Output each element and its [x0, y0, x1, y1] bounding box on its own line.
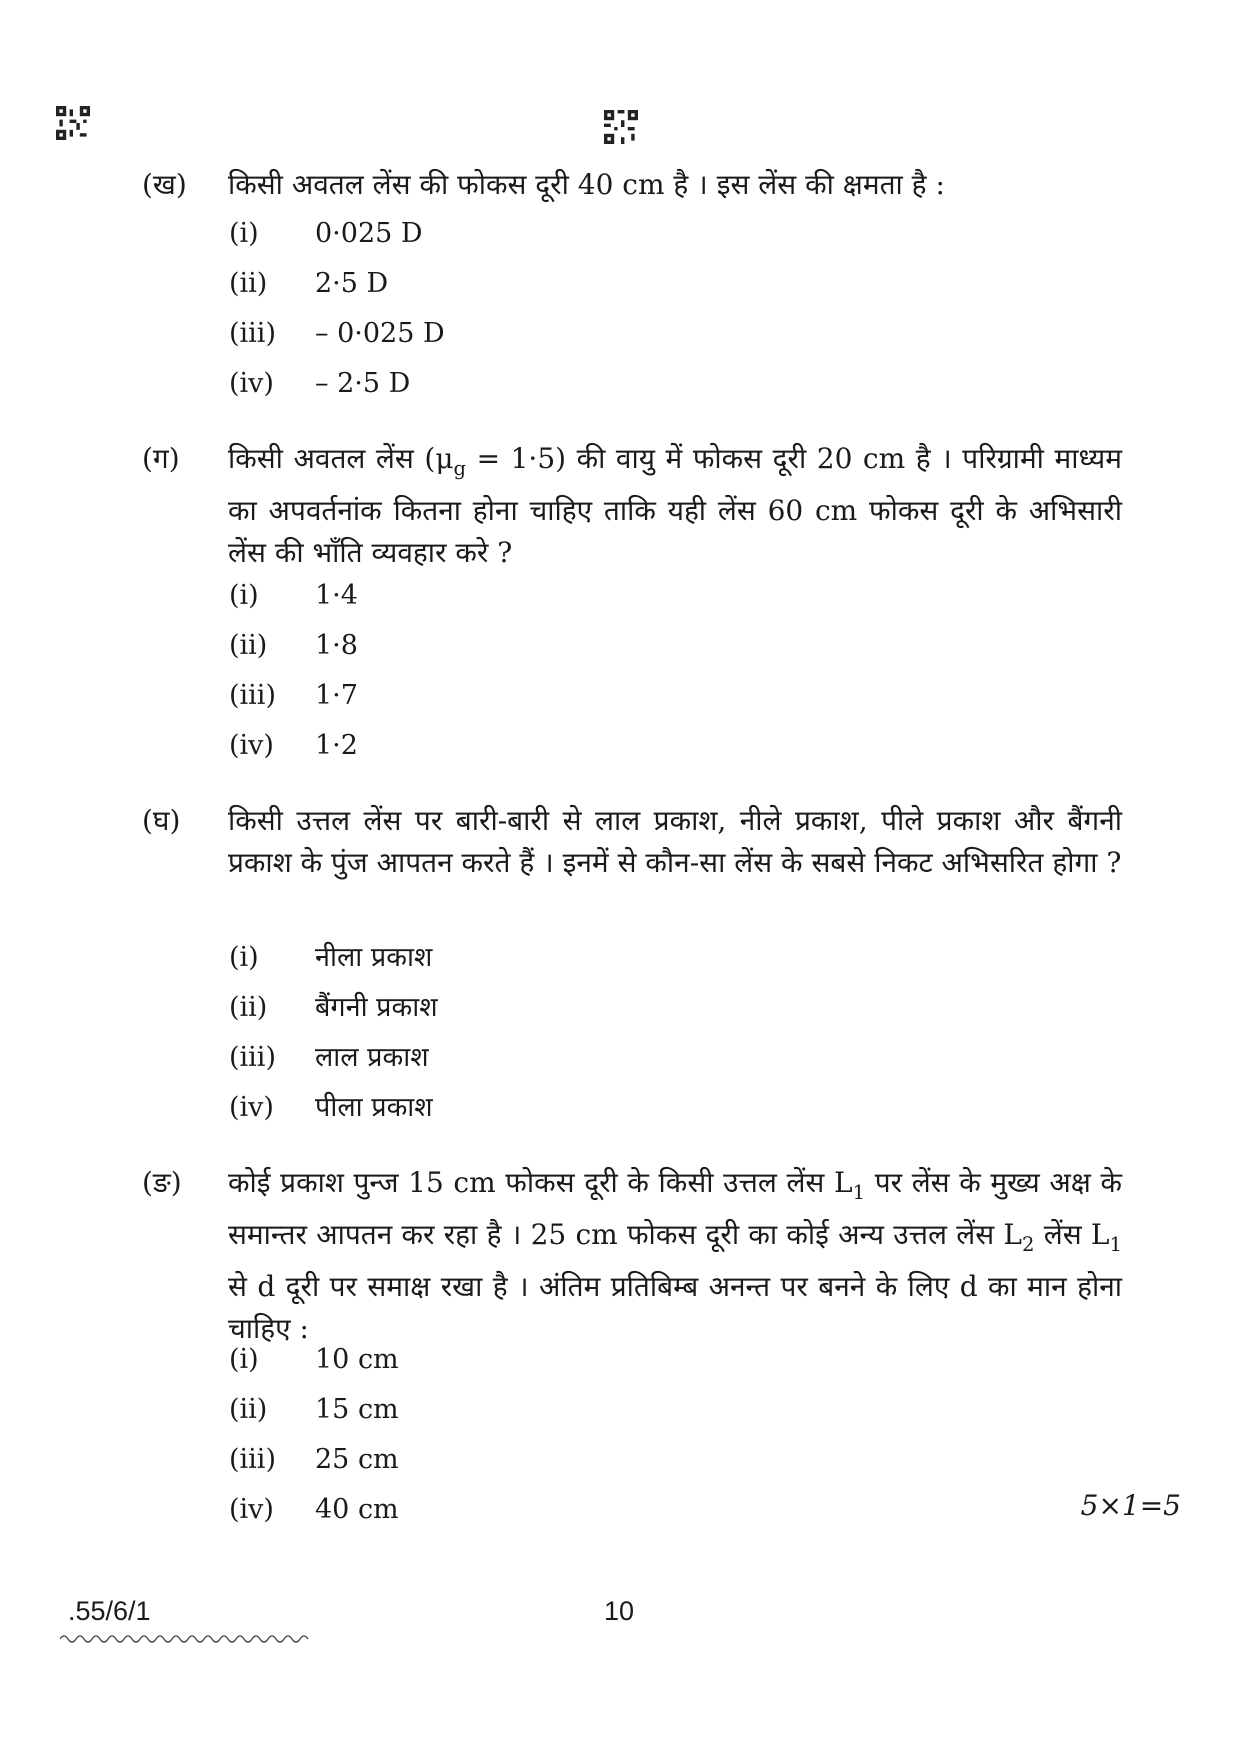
option-value: 1·4	[315, 580, 358, 611]
option-label: (ii)	[229, 992, 268, 1023]
question-number: (ङ)	[142, 1166, 182, 1199]
question-ga	[142, 438, 1122, 574]
option-label: (ii)	[229, 1394, 268, 1425]
option-label: (iv)	[229, 730, 274, 761]
marks-allocation: 5×1=5	[1080, 1489, 1181, 1522]
option-label: (ii)	[229, 630, 268, 661]
option-label: (iv)	[229, 1092, 274, 1123]
question-kha	[142, 164, 1122, 206]
qr-code-left	[56, 106, 90, 140]
option-value: – 0·025 D	[315, 318, 445, 349]
option-value: 1·2	[315, 730, 358, 761]
paper-code: .55/6/1	[68, 1596, 151, 1626]
option-value: 0·025 D	[315, 218, 423, 249]
option-value: नीला प्रकाश	[315, 942, 433, 973]
option-label: (i)	[229, 580, 259, 611]
option-value: – 2·5 D	[315, 368, 411, 399]
option-value: 1·8	[315, 630, 358, 661]
question-text: किसी अवतल लेंस $(\mu_g = 1\cdot 5)$ की वायु में फोकस दूरी 20 cm है । परिग्रामी माध्यम का अपवर्तनांक कितना होना चाहिए ताकि यही लेंस 60 cm फोकस दूरी के अभिसारी लेंस की भाँति व्यवहार करे ?	[228, 442, 1122, 569]
option-value: 10 cm	[315, 1344, 399, 1375]
option-value: 40 cm	[315, 1494, 399, 1525]
option-label: (iii)	[229, 1444, 276, 1475]
option-value: बैंगनी प्रकाश	[315, 992, 438, 1023]
question-number: (ग)	[142, 442, 180, 475]
option-label: (iv)	[229, 1494, 274, 1525]
question-gha	[142, 800, 1122, 884]
option-label: (ii)	[229, 268, 268, 299]
option-label: (iv)	[229, 368, 274, 399]
option-value: 2·5 D	[315, 268, 389, 299]
qr-code-icon	[56, 106, 90, 140]
page-number: 10	[604, 1596, 635, 1626]
question-nga	[142, 1162, 1122, 1350]
question-number: (ख)	[142, 168, 187, 201]
option-label: (i)	[229, 218, 259, 249]
option-label: (i)	[229, 942, 259, 973]
question-text: किसी अवतल लेंस की फोकस दूरी 40 cm है । इस लेंस की क्षमता है :	[228, 168, 945, 201]
option-value: पीला प्रकाश	[315, 1092, 433, 1123]
option-value: 15 cm	[315, 1394, 399, 1425]
option-value: 1·7	[315, 680, 358, 711]
qr-code-center	[604, 110, 638, 144]
wavy-underline	[60, 1632, 310, 1646]
question-text: किसी उत्तल लेंस पर बारी-बारी से लाल प्रकाश, नीले प्रकाश, पीले प्रकाश और बैंगनी प्रकाश के पुंज आपतन करते हैं । इनमें से कौन-सा लेंस के सबसे निकट अभिसरित होगा ?	[228, 804, 1122, 879]
option-label: (i)	[229, 1344, 259, 1375]
option-label: (iii)	[229, 318, 276, 349]
option-value: 25 cm	[315, 1444, 399, 1475]
qr-code-icon	[604, 110, 638, 144]
option-label: (iii)	[229, 680, 276, 711]
option-label: (iii)	[229, 1042, 276, 1073]
question-text: कोई प्रकाश पुन्ज 15 cm फोकस दूरी के किसी उत्तल लेंस $L_1$ पर लेंस के मुख्य अक्ष के समान्तर आपतन कर रहा है । 25 cm फोकस दूरी का कोई अन्य उत्तल लेंस $L_2$ लेंस $L_1$ से d दूरी पर समाक्ष रखा है । अंतिम प्रतिबिम्ब अनन्त पर बनने के लिए d का मान होना चाहिए :	[228, 1166, 1122, 1345]
question-number: (घ)	[142, 804, 181, 837]
option-value: लाल प्रकाश	[315, 1042, 429, 1073]
